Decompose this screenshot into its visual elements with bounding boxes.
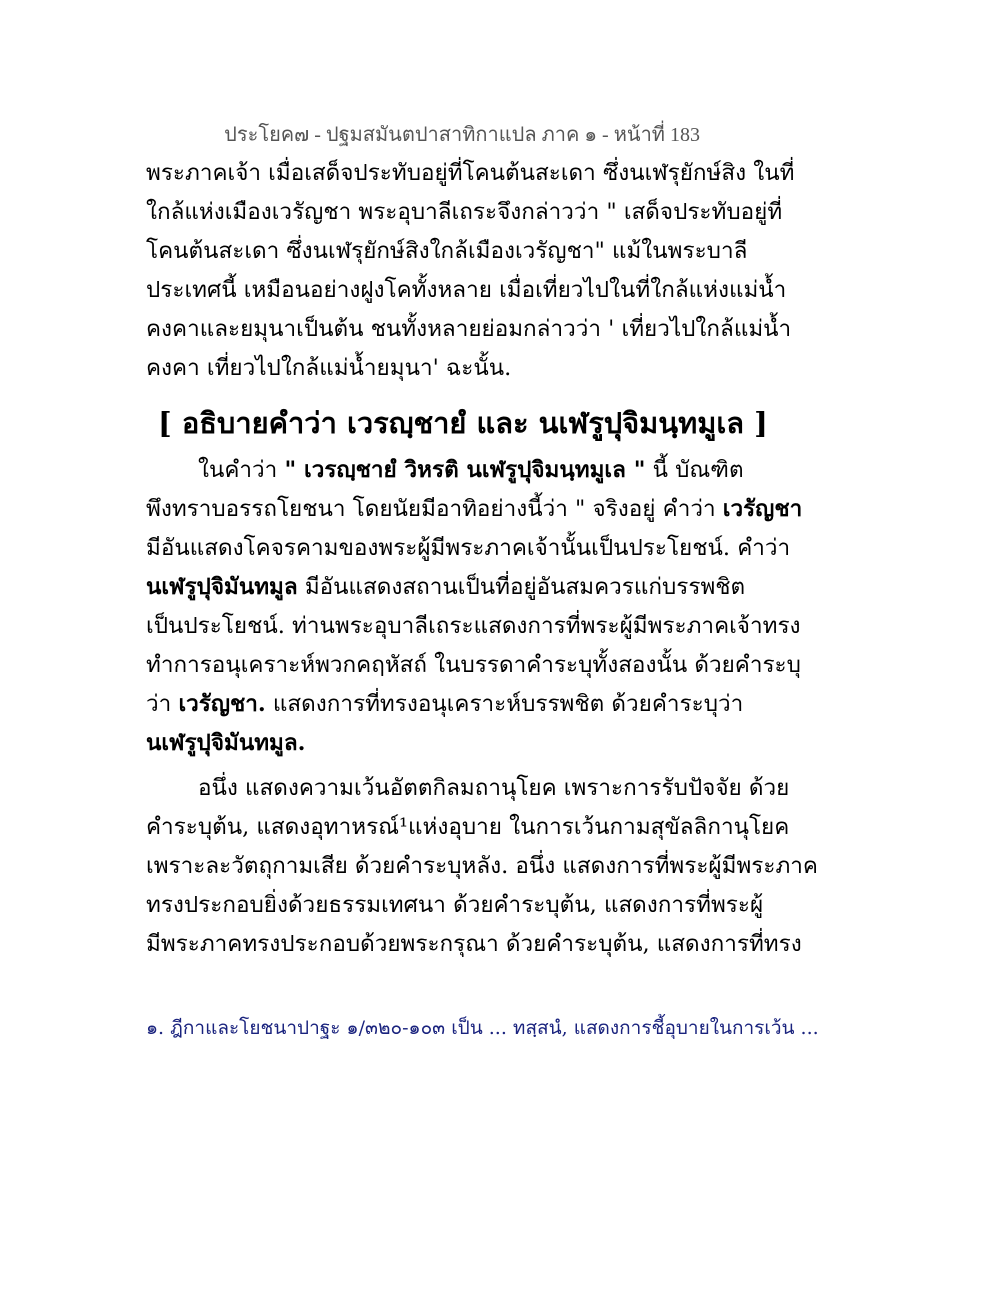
text-line: ใกล้แห่งเมืองเวรัญชา พระอุบาลีเถระจึงกล่าวว่า " เสด็จประทับอยู่ที่ [146,199,783,225]
text-span: แสดงการที่ทรงอนุเคราะห์บรรพชิต ด้วยคำระบุว่า [272,691,744,717]
bold-term: นเฬรูปุจิมันทมูล [146,574,298,600]
text-span: พึงทราบอรรถโยชนา โดยนัยมีอาทิอย่างนี้ว่า " จริงอยู่ คำว่า [146,496,716,522]
text-line: เป็นประโยชน์. ท่านพระอุบาลีเถระแสดงการที่พระผู้มีพระภาคเจ้าทรง [146,613,801,639]
text-line [146,724,706,763]
paragraph-2 [146,451,803,763]
bold-term: เวรัญชา [722,496,803,522]
footnote: ๑. ฎีกาและโยชนาปาฐะ ๑/๓๒๐-๑๐๓ เป็น ... ทสฺสนํ, แสดงการชี้อุบายในการเว้น ... [146,1017,819,1039]
section-heading: [ อธิบายคำว่า เวรญฺชายํ และ นเฬรูปุจิมนฺทมูเล ] [158,406,768,440]
text-line [146,568,746,607]
text-span: ว่า [146,691,172,717]
text-line: โคนต้นสะเดา ซึ่งนเฬรุยักษ์สิงใกล้เมืองเวรัญชา" แม้ในพระบาลี [146,238,748,264]
pali-term: " เวรญฺชายํ วิหรติ นเฬรูปุจิมนฺทมูเล " [284,457,646,483]
text-line: เพราะละวัตถุกามเสีย ด้วยคำระบุหลัง. อนึ่ง แสดงการที่พระผู้มีพระภาค [146,853,818,879]
text-line: มีพระภาคทรงประกอบด้วยพระกรุณา ด้วยคำระบุต้น, แสดงการที่ทรง [146,931,802,957]
text-line [146,490,803,529]
text-line: พระภาคเจ้า เมื่อเสด็จประทับอยู่ที่โคนต้นสะเดา ซึ่งนเฬรุยักษ์สิง ในที่ [146,160,795,186]
paragraph-3 [146,769,818,964]
text-span: นี้ บัณฑิต [652,457,744,483]
text-line: คงคาและยมุนาเป็นต้น ชนทั้งหลายย่อมกล่าวว่า ' เที่ยวไปใกล้แม่น้ำ [146,316,792,342]
page-header: ประโยค๗ - ปฐมสมันตปาสาทิกาแปล ภาค ๑ - หน้าที่ 183 [224,124,700,146]
text-line: คำระบุต้น, แสดงอุทาหรณ์¹แห่งอุบาย ในการเว้นกามสุขัลลิกานุโยค [146,814,790,840]
text-line: ประเทศนี้ เหมือนอย่างฝูงโคทั้งหลาย เมื่อเที่ยวไปในที่ใกล้แห่งแม่น้ำ [146,277,787,303]
text-span: มีอันแสดงสถานเป็นที่อยู่อันสมควรแก่บรรพชิต [304,574,746,600]
text-line: คงคา เที่ยวไปใกล้แม่น้ำยมุนา' ฉะนั้น. [146,355,512,381]
bold-term: เวรัญชา. [178,691,266,717]
text-line [146,451,744,490]
text-line: ทรงประกอบยิ่งด้วยธรรมเทศนา ด้วยคำระบุต้น, แสดงการที่พระผู้ [146,892,764,918]
paragraph-1 [146,154,795,388]
text-line: ทำการอนุเคราะห์พวกคฤหัสถ์ ในบรรดาคำระบุทั้งสองนั้น ด้วยคำระบุ [146,652,801,678]
text-line: อนึ่ง แสดงความเว้นอัตตกิลมถานุโยค เพราะการรับปัจจัย ด้วย [198,775,790,801]
text-line: มีอันแสดงโคจรคามของพระผู้มีพระภาคเจ้านั้นเป็นประโยชน์. คำว่า [146,535,791,561]
text-span: ในคำว่า [198,457,278,483]
bold-term: นเฬรูปุจิมันทมูล. [146,730,306,756]
text-line [146,685,744,724]
